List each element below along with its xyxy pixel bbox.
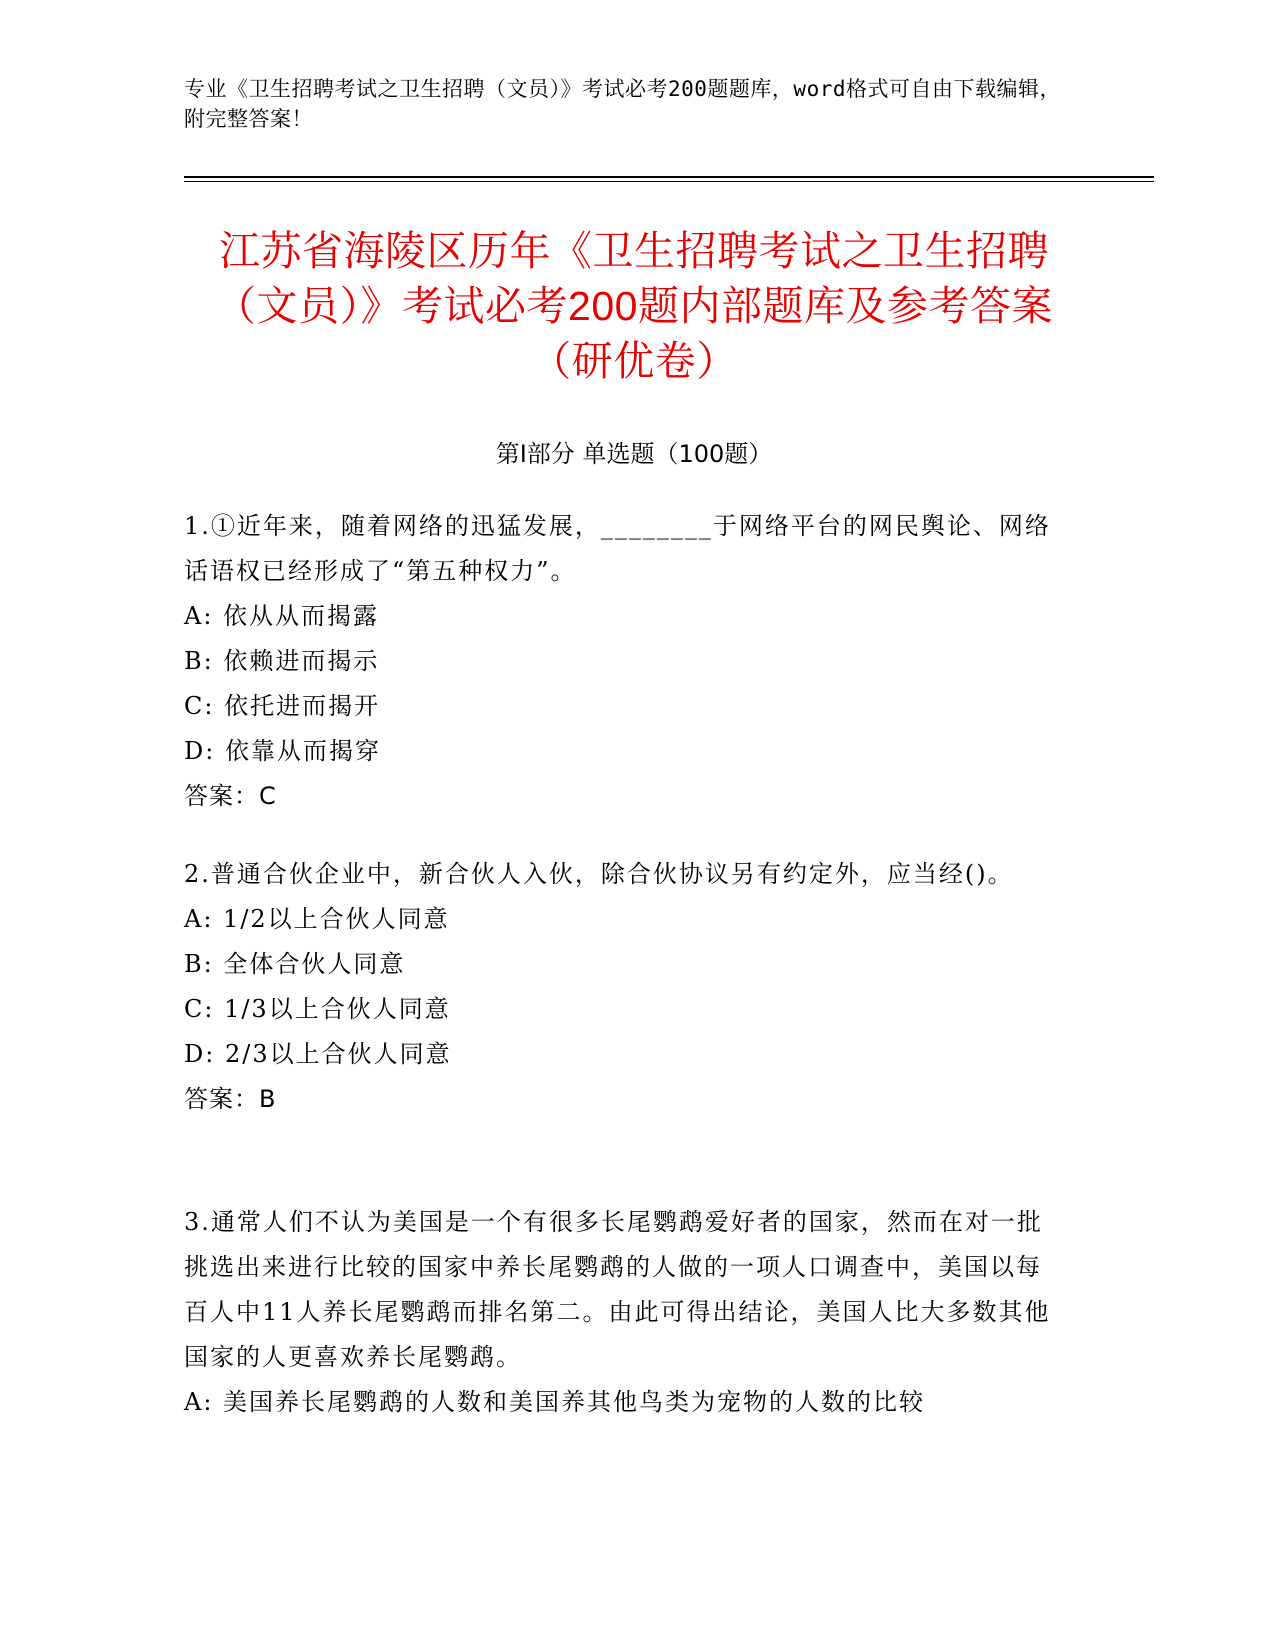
header-divider-thick [184,176,1154,178]
option-b: B: 全体合伙人同意 [184,950,406,978]
option-a: A: 美国养长尾鹦鹉的人数和美国养其他鸟类为宠物的人数的比较 [184,1388,926,1416]
answer-line: 答案：C [184,782,277,810]
question-1 [184,504,1064,819]
option-d: D: 2/3以上合伙人同意 [184,1040,452,1068]
header-divider-thin [184,181,1154,182]
question-2 [184,852,1064,1122]
header-note: 专业《卫生招聘考试之卫生招聘（文员）》考试必考200题题库，word格式可自由下载编辑，附完整答案！ [184,77,1061,131]
option-c: C: 1/3以上合伙人同意 [184,995,451,1023]
question-stem: 3.通常人们不认为美国是一个有很多长尾鹦鹉爱好者的国家，然而在对一批挑选出来进行比较的国家中养长尾鹦鹉的人做的一项人口调查中，美国以每百人中11人养长尾鹦鹉而排名第二。由此可得出结论，美国人比大多数其他国家的人更喜欢养长尾鹦鹉。 [184,1208,1051,1371]
section-heading: 第I部分 单选题（100题） [495,440,773,468]
answer-line: 答案：B [184,1085,277,1113]
question-stem: 2.普通合伙企业中，新合伙人入伙，除合伙协议另有约定外，应当经()。 [184,860,1014,888]
option-a: A: 依从从而揭露 [184,602,380,630]
question-stem: 1.①近年来，随着网络的迅猛发展，________于网络平台的网民舆论、网络话语权已经形成了“第五种权力”。 [184,512,1051,585]
option-d: D: 依靠从而揭穿 [184,737,381,765]
question-3 [184,1200,1064,1425]
option-b: B: 依赖进而揭示 [184,647,380,675]
option-c: C: 依托进而揭开 [184,692,381,720]
option-a: A: 1/2以上合伙人同意 [184,905,450,933]
document-title: 江苏省海陵区历年《卫生招聘考试之卫生招聘（文员）》考试必考200题内部题库及参考答案（研优卷） [215,228,1053,384]
